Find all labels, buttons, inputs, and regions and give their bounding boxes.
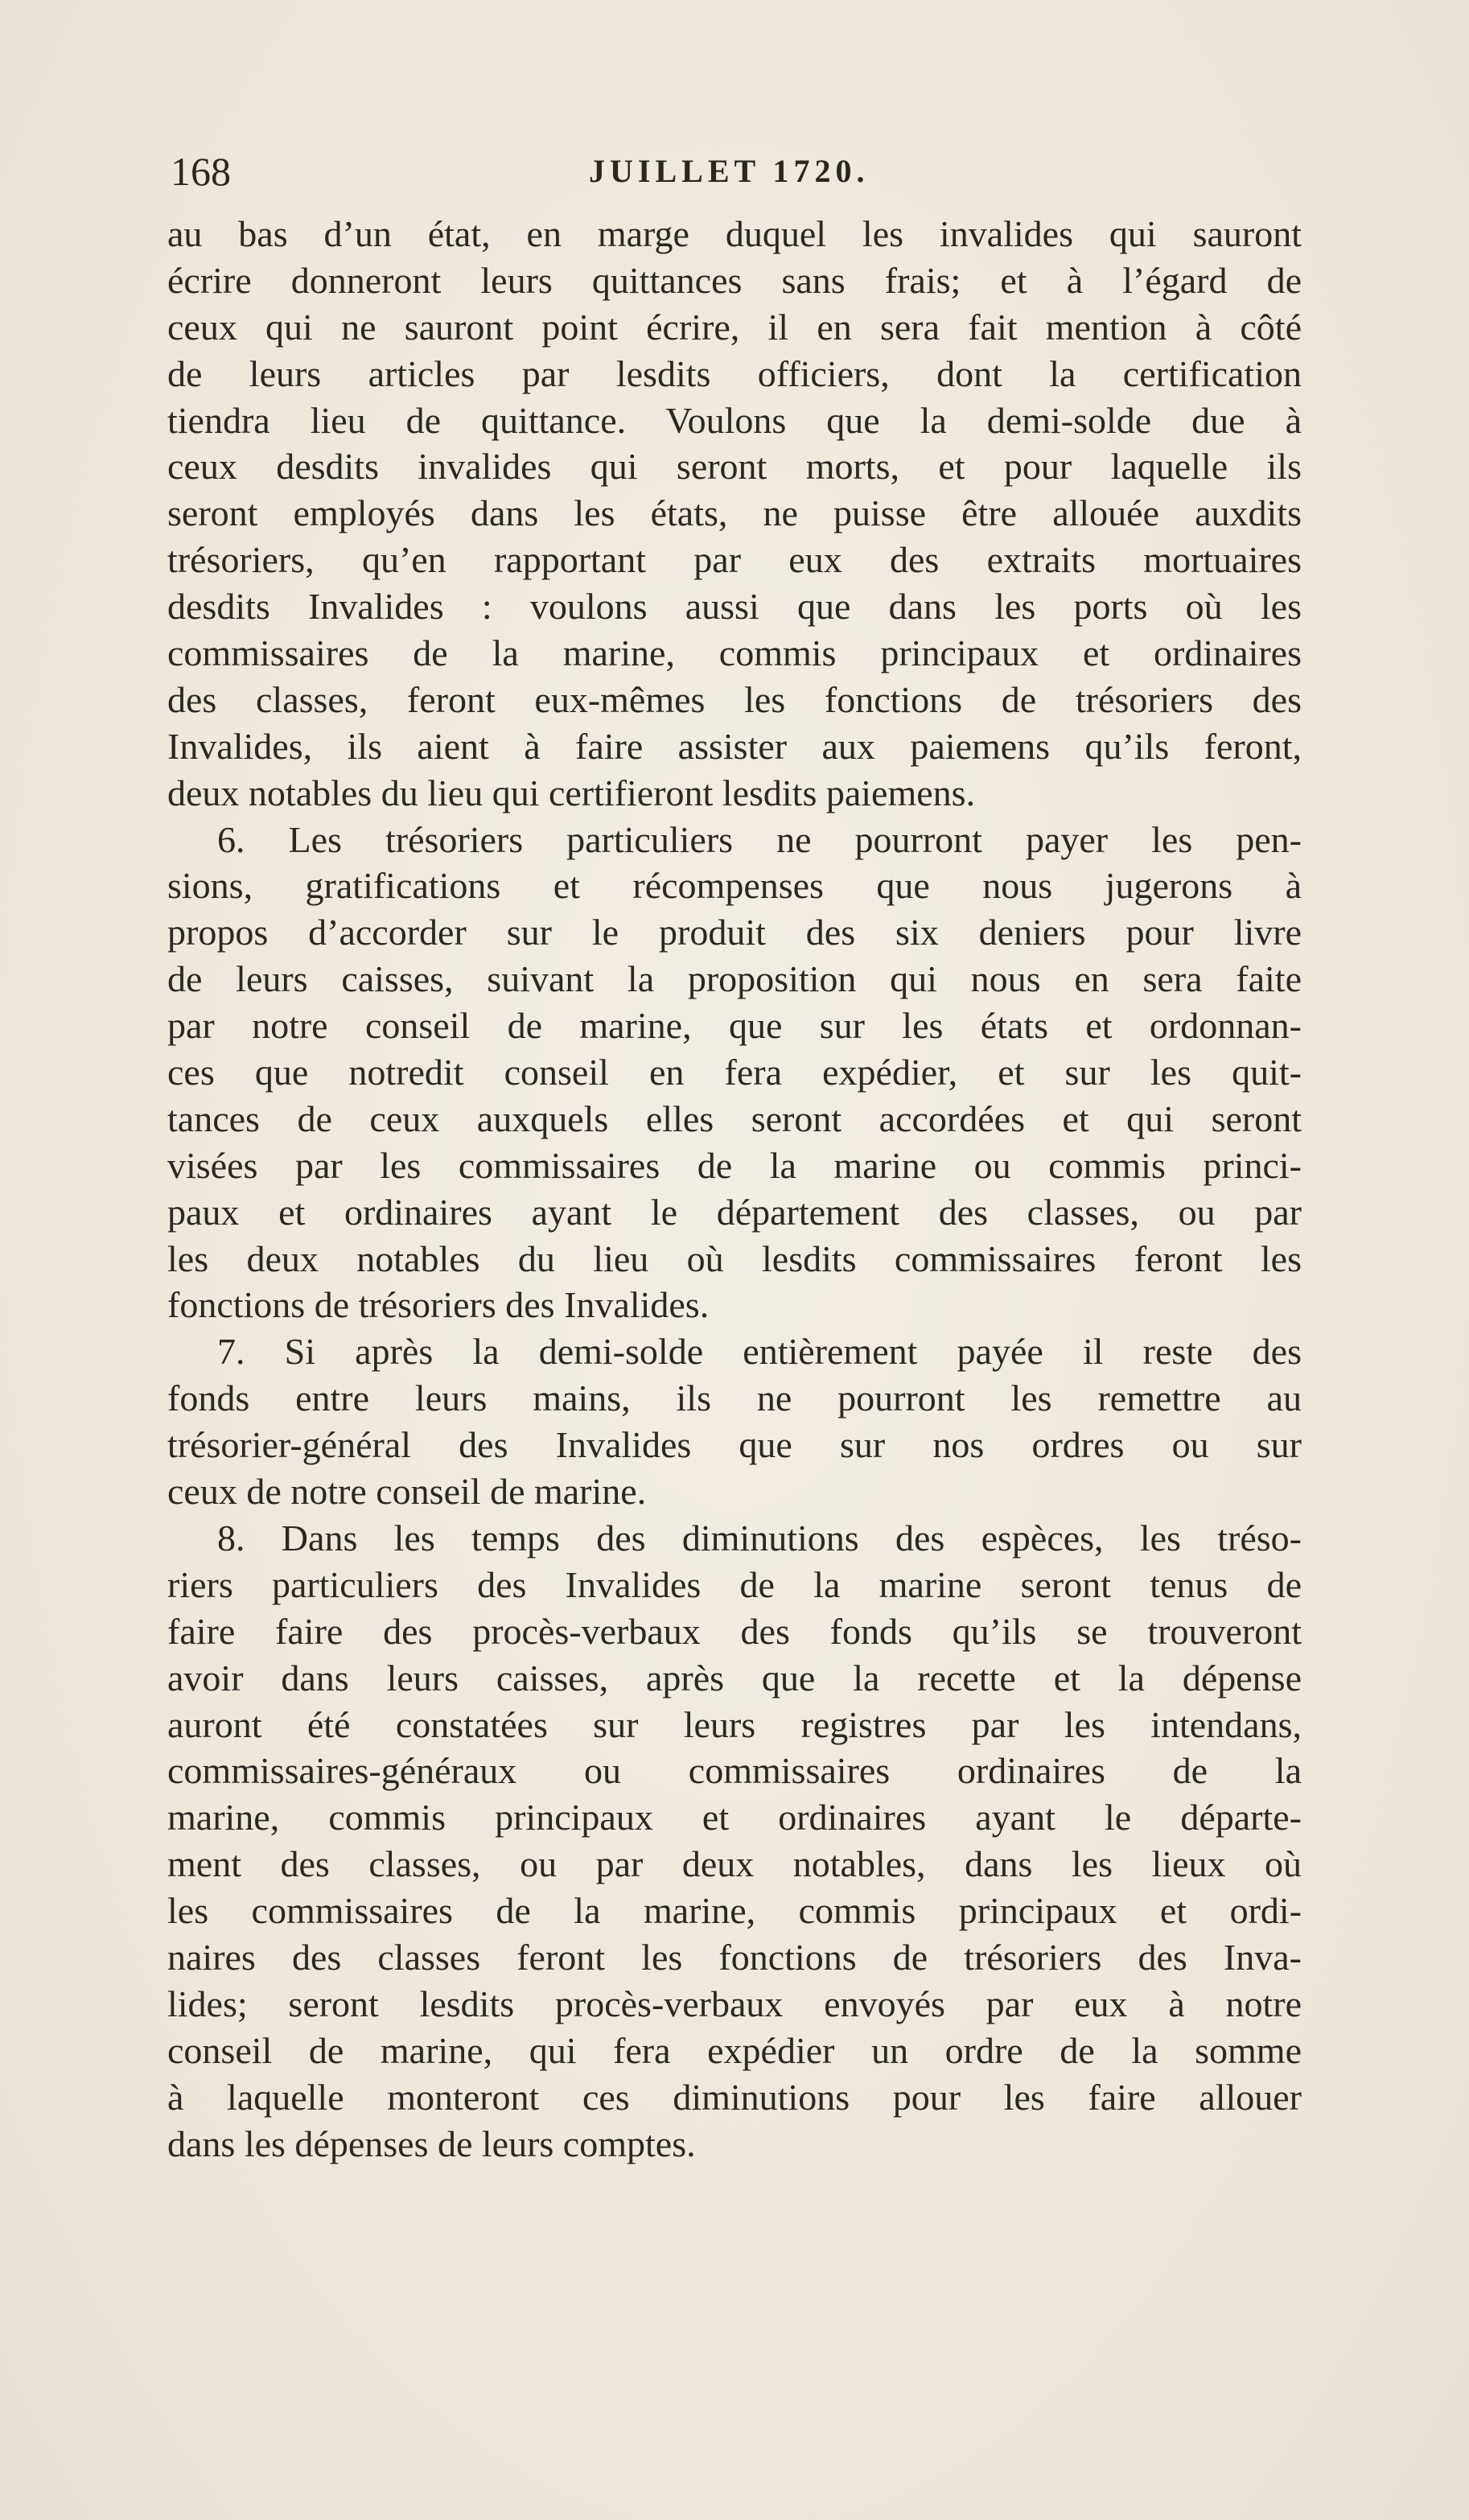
text-line: propos d’accorder sur le produit des six deniers pour livre	[167, 912, 1302, 953]
text-line: commissaires-généraux ou commissaires ordinaires de la	[167, 1750, 1302, 1792]
text-line: auront été constatées sur leurs registres par les intendans,	[167, 1703, 1302, 1745]
text-line: 7. Si après la demi-solde entièrement payée il reste des	[217, 1331, 1302, 1373]
text-line: tances de ceux auxquels elles seront accordées et qui seront	[167, 1097, 1302, 1139]
text-line: marine, commis principaux et ordinaires ayant le départe-	[167, 1797, 1302, 1839]
text-line: les commissaires de la marine, commis principaux et ordi-	[167, 1890, 1302, 1932]
text-line: des classes, feront eux-mêmes les fonctions de trésoriers des	[167, 678, 1302, 720]
body-text	[167, 211, 1302, 2167]
text-line: visées par les commissaires de la marine ou commis princi-	[167, 1144, 1302, 1186]
text-line: par notre conseil de marine, que sur les états et ordonnan-	[167, 1005, 1302, 1047]
text-line: à laquelle monteront ces diminutions pour les faire allouer	[167, 2076, 1302, 2118]
text-line: deux notables du lieu qui certifieront lesdits paiemens.	[167, 772, 976, 813]
text-line: ceux de notre conseil de marine.	[167, 1471, 647, 1513]
text-line: ces que notredit conseil en fera expédier, et sur les quit-	[167, 1052, 1302, 1093]
text-line: fonds entre leurs mains, ils ne pourront les remettre au	[167, 1377, 1302, 1419]
text-line: tiendra lieu de quittance. Voulons que la demi-solde due à	[167, 399, 1302, 441]
text-line: Invalides, ils aient à faire assister aux paiemens qu’ils feront,	[167, 725, 1302, 767]
text-line: paux et ordinaires ayant le département des classes, ou par	[167, 1191, 1302, 1233]
text-line: desdits Invalides : voulons aussi que dans les ports où les	[167, 586, 1302, 628]
text-line: ment des classes, ou par deux notables, dans les lieux où	[167, 1843, 1302, 1885]
text-line: riers particuliers des Invalides de la marine seront tenus de	[167, 1563, 1302, 1605]
text-line: faire faire des procès-verbaux des fonds qu’ils se trouveront	[167, 1610, 1302, 1652]
text-line: trésoriers, qu’en rapportant par eux des extraits mortuaires	[167, 539, 1302, 581]
text-line: de leurs caisses, suivant la proposition qui nous en sera faite	[167, 958, 1302, 1000]
text-line: commissaires de la marine, commis principaux et ordinaires	[167, 632, 1302, 674]
text-line: dans les dépenses de leurs comptes.	[167, 2123, 696, 2164]
text-line: au bas d’un état, en marge duquel les invalides qui sauront	[167, 213, 1302, 254]
page-header	[171, 143, 1305, 200]
text-line: 8. Dans les temps des diminutions des espèces, les tréso-	[217, 1517, 1302, 1559]
text-line: conseil de marine, qui fera expédier un ordre de la somme	[167, 2029, 1302, 2071]
text-line: lides; seront lesdits procès-verbaux envoyés par eux à notre	[167, 1983, 1302, 2024]
text-line: fonctions de trésoriers des Invalides.	[167, 1284, 710, 1326]
text-line: les deux notables du lieu où lesdits commissaires feront les	[167, 1237, 1302, 1279]
text-line: ceux qui ne sauront point écrire, il en sera fait mention à côté	[167, 306, 1302, 348]
text-line: de leurs articles par lesdits officiers, dont la certification	[167, 352, 1302, 394]
text-line: seront employés dans les états, ne puisse être allouée auxdits	[167, 492, 1302, 534]
text-line: naires des classes feront les fonctions de trésoriers des Inva-	[167, 1936, 1302, 1978]
text-line: ceux desdits invalides qui seront morts, et pour laquelle ils	[167, 446, 1302, 488]
page-number: 168	[171, 149, 231, 194]
text-line: écrire donneront leurs quittances sans frais; et à l’égard de	[167, 259, 1302, 301]
running-head: JUILLET 1720.	[589, 153, 870, 189]
text-line: sions, gratifications et récompenses que nous jugerons à	[167, 865, 1302, 907]
text-line: 6. Les trésoriers particuliers ne pourront payer les pen-	[217, 818, 1302, 860]
text-line: avoir dans leurs caisses, après que la recette et la dépense	[167, 1657, 1302, 1699]
text-line: trésorier-général des Invalides que sur nos ordres ou sur	[167, 1424, 1302, 1466]
